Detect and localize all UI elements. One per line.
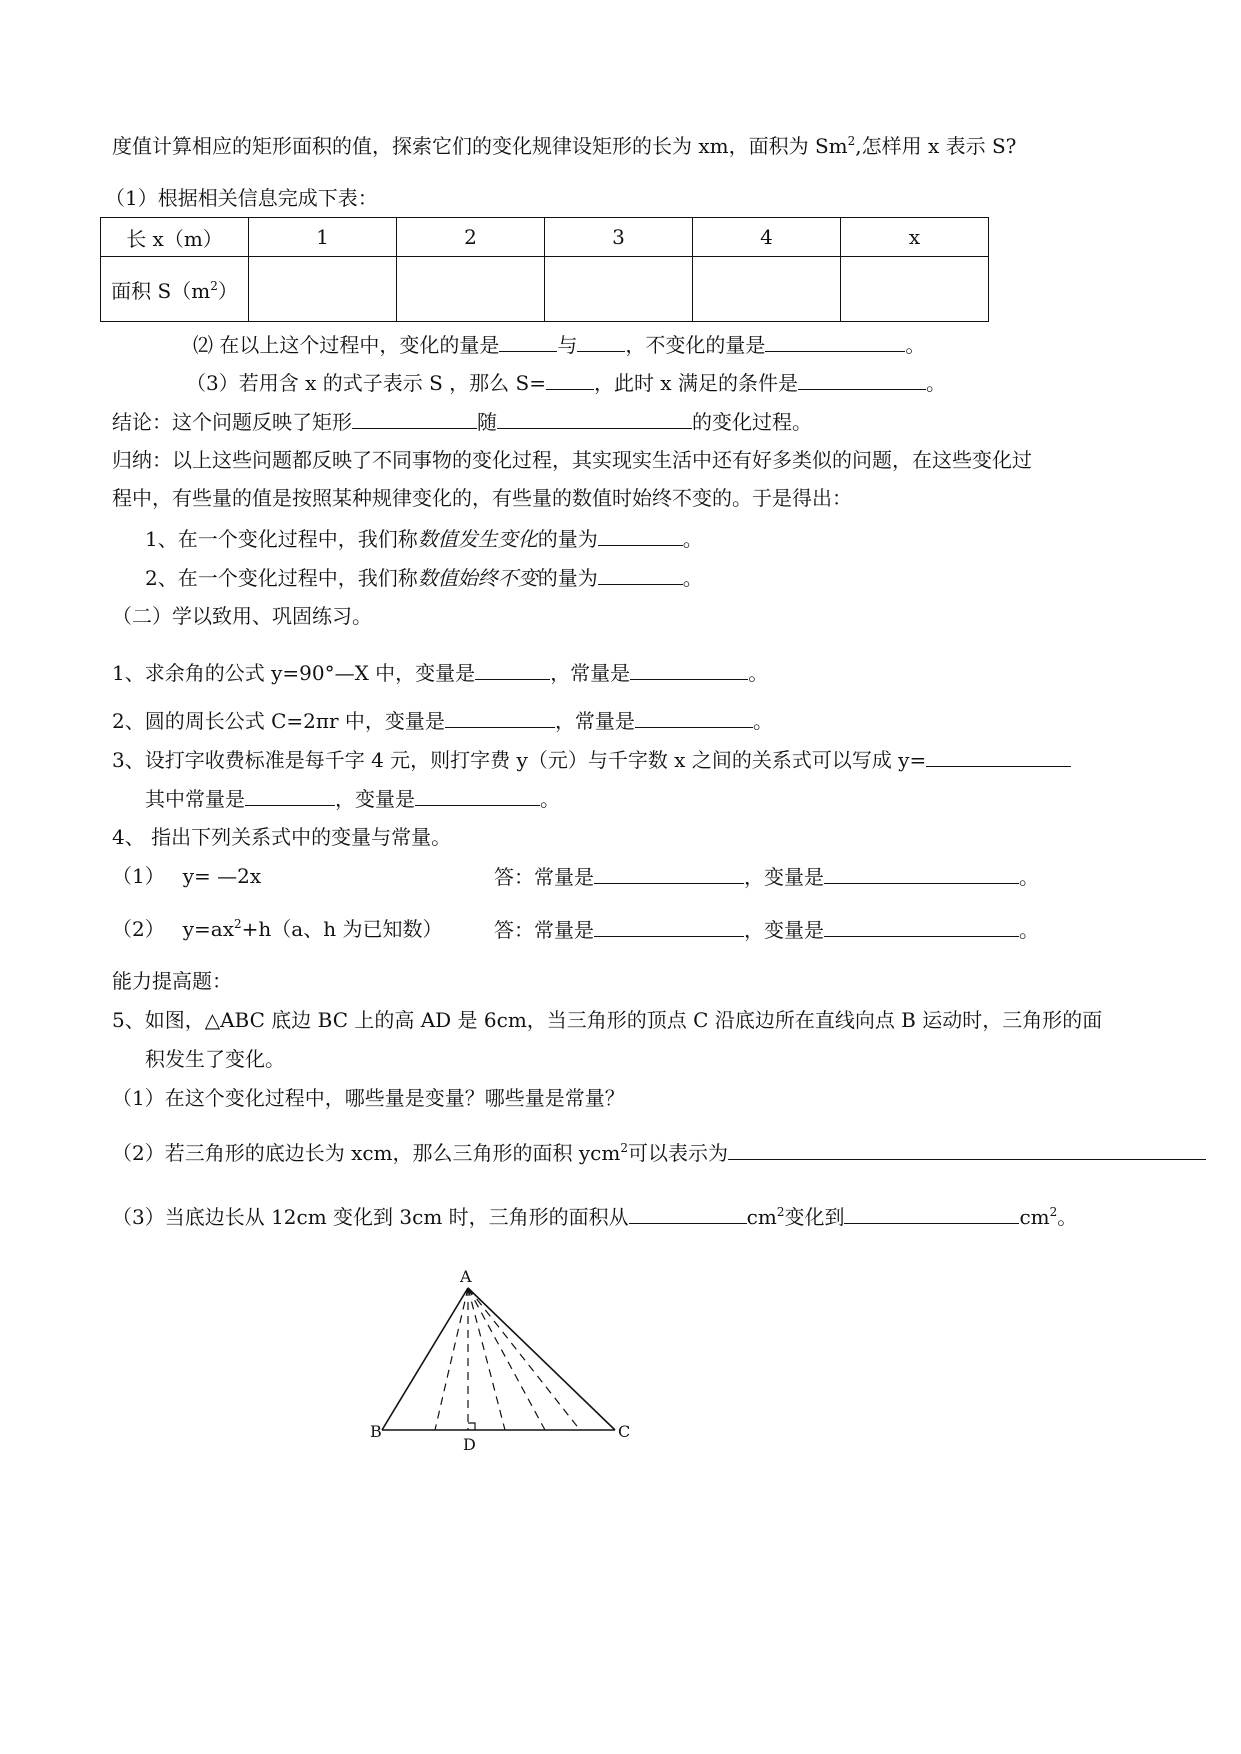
table-cell: 4 [693, 218, 841, 257]
def1-emphasis: 数值发生变化 [417, 527, 538, 551]
answer-blank[interactable] [824, 916, 1019, 937]
superscript: 2 [776, 1205, 785, 1219]
practice-3-line-2 [145, 785, 560, 812]
answer-blank[interactable] [765, 331, 905, 352]
answer-blank[interactable] [798, 369, 926, 390]
item-expression: y= —2x [182, 864, 262, 888]
table-row [101, 257, 989, 322]
conclusion-text: 结论：这个问题反映了矩形 [112, 410, 352, 434]
answer-blank[interactable] [630, 659, 748, 680]
label-c: C [618, 1422, 631, 1441]
answer-text: 答：常量是 [494, 918, 594, 942]
q2-text-d: 。 [905, 333, 926, 357]
superscript: 2 [620, 1141, 628, 1155]
item-label: （1） [112, 864, 165, 888]
area-header-text: 面积 S（m [111, 278, 211, 303]
problem-5-sub-1: （1）在这个变化过程中，哪些量是变量？哪些量是常量？ [112, 1086, 625, 1110]
conclusion [112, 408, 812, 435]
sub3-text-c: 变化到 [784, 1205, 845, 1229]
label-b: B [370, 1422, 382, 1441]
answer-blank[interactable] [475, 659, 550, 680]
p2-text: 2、圆的周长公式 C=2πr 中，变量是 [112, 709, 445, 733]
answer-blank[interactable] [926, 746, 1071, 767]
answer-blank[interactable] [629, 1203, 747, 1224]
p2-text-c: 。 [752, 709, 773, 733]
definition-variable [145, 525, 703, 552]
problem-5-line-2: 积发生了变化。 [145, 1047, 285, 1071]
superscript: 2 [234, 917, 242, 931]
answer-blank[interactable] [499, 331, 557, 352]
answer-blank[interactable] [635, 707, 753, 728]
def1-text-b: 的量为 [537, 527, 598, 551]
dashed-line [435, 1288, 468, 1430]
problem-5-line-1: 5、如图，△ABC 底边 BC 上的高 AD 是 6cm，当三角形的顶点 C 沿底边所在直线向点 B 运动时，三角形的面 [112, 1008, 1103, 1032]
area-table [100, 217, 989, 322]
right-angle-mark [468, 1423, 475, 1430]
induction-line-2: 程中，有些量的值是按照某种规律变化的，有些量的数值时始终不变的。于是得出： [112, 486, 852, 510]
table-cell-empty[interactable] [249, 257, 397, 322]
p2-text-b: ，常量是 [554, 709, 635, 733]
q2-text-b: 与 [557, 333, 578, 357]
sub2-text-b: 可以表示为 [628, 1141, 728, 1165]
task1-label: （1）根据相关信息完成下表： [105, 186, 378, 210]
p3-text-b: 其中常量是 [145, 787, 245, 811]
superscript: 2 [210, 278, 218, 293]
answer-blank[interactable] [594, 916, 744, 937]
table-cell-empty[interactable] [397, 257, 545, 322]
intro-text [112, 133, 1016, 159]
def2-emphasis: 数值始终不变 [417, 566, 538, 590]
sub3-text: （3）当底边长从 12cm 变化到 3cm 时，三角形的面积从 [112, 1205, 629, 1229]
def2-text-b: 的量为 [537, 566, 598, 590]
label-a: A [460, 1267, 472, 1286]
q2-text: ⑵ 在以上这个过程中，变化的量是 [193, 333, 500, 357]
intro-line-end: ,怎样用 x 表示 S? [855, 134, 1017, 158]
table-header-area [101, 257, 249, 322]
table-cell-empty[interactable] [693, 257, 841, 322]
answer-blank[interactable] [415, 785, 540, 806]
answer-text: 答：常量是 [494, 865, 594, 889]
table-cell: 2 [397, 218, 545, 257]
sub3-text-e: 。 [1057, 1205, 1078, 1229]
superscript: 2 [847, 134, 856, 148]
side-ab [382, 1288, 468, 1430]
question-2 [193, 331, 925, 358]
practice-2 [112, 707, 773, 734]
answer-text-c: 。 [1019, 865, 1039, 889]
answer-blank[interactable] [445, 707, 555, 728]
answer-blank[interactable] [245, 785, 335, 806]
def1-text: 1、在一个变化过程中，我们称 [145, 527, 418, 551]
triangle-figure [370, 1262, 650, 1462]
q3-text-b: ，此时 x 满足的条件是 [593, 371, 798, 395]
answer-blank[interactable] [844, 1203, 1019, 1224]
p1-text: 1、求余角的公式 y=90°—X 中，变量是 [112, 661, 476, 685]
practice-4-answer-2 [494, 916, 1039, 943]
p3-text: 3、设打字收费标准是每千字 4 元，则打字费 y（元）与千字数 x 之间的关系式可以写成 y= [112, 748, 927, 772]
area-header-close: ） [217, 278, 238, 303]
practice-4-item-2 [112, 916, 442, 942]
table-cell: x [841, 218, 989, 257]
induction-line-1: 归纳：以上这些问题都反映了不同事物的变化过程，其实现实生活中还有好多类似的问题，在这些变化过 [112, 448, 1032, 472]
answer-blank[interactable] [594, 863, 744, 884]
q3-text: （3）若用含 x 的式子表示 S ，那么 S= [186, 371, 546, 395]
answer-blank[interactable] [352, 408, 477, 429]
answer-blank[interactable] [577, 331, 625, 352]
p1-text-c: 。 [748, 661, 769, 685]
table-cell-empty[interactable] [841, 257, 989, 322]
table-header-length: 长 x（m） [101, 218, 249, 257]
table-cell-empty[interactable] [545, 257, 693, 322]
def2-text: 2、在一个变化过程中，我们称 [145, 566, 418, 590]
answer-text-b: ，变量是 [744, 865, 824, 889]
answer-blank[interactable] [598, 525, 683, 546]
label-d: D [463, 1435, 476, 1454]
table-row [101, 218, 989, 257]
practice-4-title: 4、 指出下列关系式中的变量与常量。 [112, 825, 452, 849]
unit-cm: cm [1019, 1205, 1050, 1229]
p3-text-c: ，变量是 [335, 787, 415, 811]
sub2-text: （2）若三角形的底边长为 xcm，那么三角形的面积 ycm [112, 1141, 621, 1165]
dashed-lines [435, 1288, 580, 1430]
dashed-line [468, 1288, 580, 1430]
practice-1 [112, 659, 768, 686]
question-3 [186, 369, 946, 396]
definition-constant [145, 564, 703, 591]
q2-text-c: ，不变化的量是 [625, 333, 766, 357]
q3-text-c: 。 [925, 371, 946, 395]
dashed-line [468, 1288, 545, 1430]
answer-blank[interactable] [728, 1139, 1206, 1160]
section-heading: （二）学以致用、巩固练习。 [112, 604, 372, 628]
answer-text-c: 。 [1019, 918, 1039, 942]
practice-4-item-1 [112, 863, 261, 889]
p1-text-b: ，常量是 [550, 661, 631, 685]
intro-line: 度值计算相应的矩形面积的值，探索它们的变化规律设矩形的长为 xm，面积为 Sm [112, 134, 848, 158]
problem-5-sub-2 [112, 1139, 1206, 1166]
p3-text-d: 。 [540, 787, 560, 811]
ability-heading: 能力提高题： [112, 969, 232, 993]
superscript: 2 [1049, 1205, 1058, 1219]
def2-text-c: 。 [682, 566, 703, 590]
unit-cm: cm [746, 1205, 777, 1229]
practice-4-answer-1 [494, 863, 1039, 890]
practice-3-line-1 [112, 746, 1071, 773]
table-cell: 1 [249, 218, 397, 257]
table-cell: 3 [545, 218, 693, 257]
problem-5-sub-3 [112, 1203, 1077, 1230]
item-expression: y=ax [182, 917, 234, 941]
answer-blank[interactable] [824, 863, 1019, 884]
answer-blank[interactable] [497, 408, 692, 429]
conclusion-text-b: 随 [477, 410, 497, 434]
conclusion-text-c: 的变化过程。 [692, 410, 812, 434]
item-expression-rest: +h（a、h 为已知数） [241, 917, 443, 941]
answer-text-b: ，变量是 [744, 918, 824, 942]
def1-text-c: 。 [682, 527, 703, 551]
answer-blank[interactable] [546, 369, 594, 390]
item-label: （2） [112, 917, 165, 941]
answer-blank[interactable] [598, 564, 683, 585]
dashed-line [468, 1288, 505, 1430]
side-ac [468, 1288, 615, 1430]
